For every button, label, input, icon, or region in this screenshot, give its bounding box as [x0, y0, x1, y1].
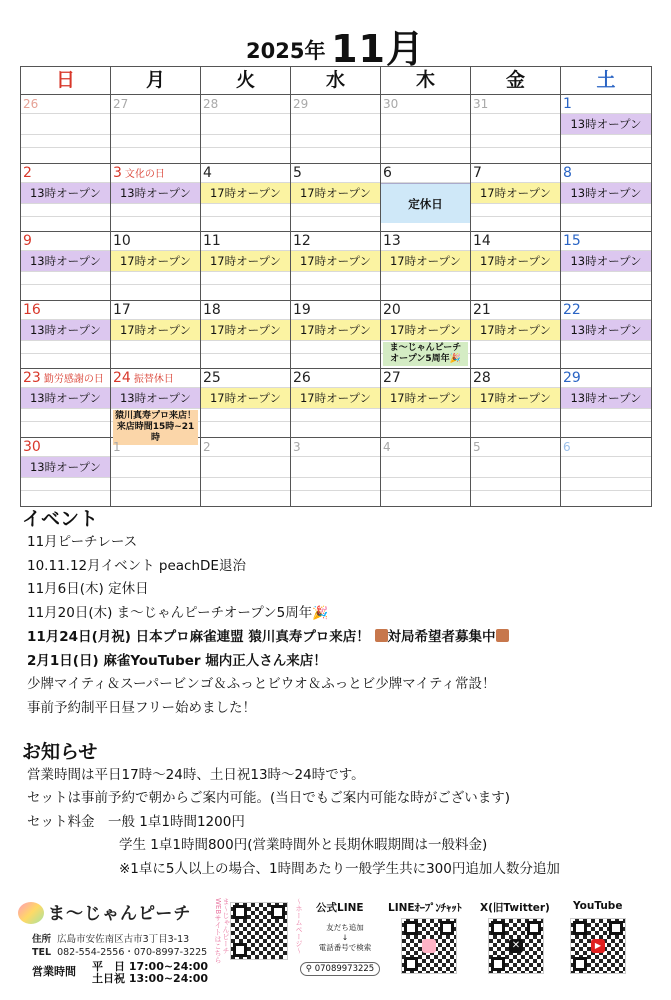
event-text: 11月ピーチレース: [27, 534, 138, 550]
calendar-day[interactable]: [381, 95, 471, 163]
calendar-week: [21, 301, 651, 370]
day-number-value: 19: [293, 301, 311, 318]
calendar-day[interactable]: [21, 301, 111, 369]
note-line: オープン5周年🎉: [390, 353, 461, 364]
line-add-line: ↓: [341, 933, 349, 942]
day-number-value: 5: [293, 164, 302, 181]
opening-time-label: 13時オープン: [21, 183, 110, 203]
notice-line: セットは事前予約で朝からご案内可能。(当日でもご案内可能な時がございます): [27, 790, 511, 807]
footer: [18, 896, 654, 996]
calendar-day[interactable]: [201, 95, 291, 163]
day-number-value: 29: [293, 97, 309, 111]
calendar-day[interactable]: [561, 95, 651, 163]
calendar-year: 2025年: [246, 39, 326, 63]
event-line: [27, 673, 509, 697]
calendar-day[interactable]: [471, 369, 561, 437]
event-line: [27, 650, 509, 674]
day-number: [293, 371, 311, 386]
hours-label: 営業時間: [32, 965, 76, 978]
day-number-value: 30: [23, 438, 41, 455]
calendar-day[interactable]: [111, 232, 201, 300]
note-line: 来店時間15時~21時: [116, 422, 195, 443]
opening-time-label: 17時オープン: [201, 183, 290, 203]
opening-time-label: 13時オープン: [111, 183, 200, 203]
calendar-day[interactable]: [291, 95, 381, 163]
day-number: [113, 371, 174, 387]
opening-time-label: 17時オープン: [471, 251, 560, 271]
holiday-name: 勤労感謝の日: [43, 374, 104, 385]
calendar-day[interactable]: [561, 438, 651, 507]
event-text: 11月20日(木) ま〜じゃんピーチオープン5周年: [27, 605, 313, 622]
calendar-day[interactable]: [201, 232, 291, 300]
day-number-value: 27: [113, 97, 129, 111]
day-number-value: 9: [23, 233, 32, 249]
line-add-instructions: [308, 923, 382, 953]
day-number: [113, 440, 121, 455]
day-number: [23, 97, 38, 112]
notice-line: 学生 1卓1時間800円(営業時間外と長期休暇期間は一般料金): [119, 837, 488, 854]
day-number: [203, 371, 221, 386]
day-number-value: 11: [203, 233, 221, 249]
day-number: [383, 166, 392, 181]
day-number: [473, 234, 491, 249]
day-number: [293, 166, 302, 181]
opening-time-label: 17時オープン: [111, 320, 200, 340]
calendar-day[interactable]: [21, 95, 111, 163]
x-logo-icon: ✕: [509, 939, 523, 953]
day-number: [23, 166, 32, 181]
day-number: [113, 234, 131, 249]
day-number: [383, 371, 401, 386]
line-openchat-qr-code[interactable]: [401, 918, 457, 974]
day-number: [113, 97, 128, 112]
day-number-value: 29: [563, 370, 581, 386]
day-number: [203, 303, 221, 318]
events-title: イベント: [22, 508, 99, 530]
x-twitter-qr-code[interactable]: [488, 918, 544, 974]
day-number-value: 18: [203, 301, 221, 318]
day-number-value: 28: [473, 370, 491, 386]
day-number-value: 13: [383, 233, 401, 249]
opening-time-label: 13時オープン: [561, 183, 651, 203]
calendar-day[interactable]: [111, 164, 201, 232]
calendar-day[interactable]: [291, 369, 381, 437]
opening-time-label: 17時オープン: [381, 251, 470, 271]
notice-line: 営業時間は平日17時〜24時、土日祝13時〜24時です。: [27, 767, 365, 783]
day-number-value: 6: [563, 439, 571, 454]
website-tag-sub: 〜ホームページ〜: [295, 898, 303, 954]
day-number-value: 3: [293, 439, 301, 454]
holiday-name: 文化の日: [124, 168, 165, 180]
event-text: 少牌マイティ＆スーパービンゴ＆ふっとビウオ＆ふっとビ少牌マイティ常設！: [27, 676, 496, 693]
tel-label: TEL: [32, 947, 52, 958]
hours-weekday: 平 日 17:00~24:00: [92, 960, 209, 973]
day-number: [293, 440, 301, 455]
x-twitter-label: X(旧Twitter): [480, 902, 550, 914]
note-line: 猿川真寿プロ来店！: [114, 411, 196, 421]
calendar-day[interactable]: [291, 164, 381, 232]
opening-time-label: 17時オープン: [381, 320, 470, 340]
day-number-value: 1: [113, 439, 121, 454]
day-number: [23, 440, 41, 455]
event-line: [27, 531, 509, 555]
calendar-day[interactable]: [561, 369, 651, 437]
calendar-week: [21, 164, 651, 233]
day-number-value: 26: [23, 97, 39, 111]
calendar-day[interactable]: [201, 164, 291, 232]
day-number-value: 4: [203, 164, 212, 181]
day-number: [383, 97, 398, 112]
closed-day-label: 定休日: [381, 183, 470, 223]
day-number-value: 5: [473, 439, 481, 454]
opening-time-label: 13時オープン: [561, 251, 651, 271]
calendar-day[interactable]: [471, 301, 561, 369]
youtube-label: YouTube: [573, 900, 623, 912]
opening-time-label: 17時オープン: [111, 251, 200, 271]
day-number-value: 28: [203, 97, 219, 111]
opening-time-label: 17時オープン: [201, 388, 290, 408]
calendar-day[interactable]: [291, 438, 381, 507]
event-text: 10.11.12月イベント peachDE退治: [27, 557, 246, 574]
day-number: [203, 166, 212, 181]
event-line: [27, 626, 509, 650]
line-official-label: 公式LINE: [316, 902, 364, 914]
day-number: [113, 303, 131, 318]
day-number: [113, 166, 165, 182]
weekday-sat: 土: [596, 69, 616, 91]
day-number: [293, 234, 311, 249]
day-number: [563, 97, 572, 112]
line-add-text: [308, 923, 382, 953]
calendar-day[interactable]: [381, 369, 471, 437]
day-number: [563, 234, 581, 249]
search-icon: ⚲: [305, 964, 313, 974]
day-number: [293, 97, 308, 112]
day-number-value: 22: [563, 301, 581, 318]
day-number-value: 30: [383, 97, 399, 111]
holiday-name: 振替休日: [133, 374, 174, 385]
address-label: 住所: [32, 934, 52, 945]
day-number: [293, 303, 311, 318]
opening-time-label: 13時オープン: [561, 388, 651, 408]
telephone: [32, 946, 207, 959]
calendar-week: [21, 232, 651, 301]
day-number: [563, 371, 581, 386]
day-number-value: 7: [473, 164, 482, 181]
notices-list: [27, 764, 560, 881]
calendar-week: [21, 438, 651, 507]
events-list: [27, 531, 509, 721]
calendar-weeks: [21, 95, 651, 506]
day-number-value: 2: [23, 164, 32, 181]
notice-line: ※1卓に5人以上の場合、1時間あたり一般学生共に300円追加人数分追加: [119, 860, 560, 877]
calendar-day[interactable]: [561, 301, 651, 369]
opening-time-label: 13時オープン: [21, 251, 110, 271]
calendar-day[interactable]: [381, 301, 471, 369]
day-number: [383, 234, 401, 249]
event-highlight: 対局希望者募集中: [387, 628, 496, 645]
calendar-day[interactable]: [201, 438, 291, 507]
day-number: [473, 371, 491, 386]
peach-logo-icon: [422, 939, 436, 953]
line-phone-number: 07089973225: [314, 964, 375, 974]
line-add-line: 友だち追加: [326, 923, 364, 932]
day-number-value: 21: [473, 301, 491, 318]
calendar-day[interactable]: [111, 95, 201, 163]
calendar-day[interactable]: [21, 369, 111, 437]
event-text: 11月6日(木) 定休日: [27, 581, 149, 598]
day-number: [23, 371, 104, 387]
opening-time-label: 17時オープン: [471, 320, 560, 340]
calendar-day[interactable]: [291, 232, 381, 300]
note-line: ま〜じゃんピーチ: [389, 342, 462, 353]
calendar-day[interactable]: [471, 164, 561, 232]
day-number-value: 3: [113, 164, 122, 181]
day-number-value: 20: [383, 301, 401, 318]
day-number: [383, 440, 391, 455]
weekday-mon: 月: [111, 67, 201, 94]
calendar-day[interactable]: [471, 95, 561, 163]
day-number: [383, 303, 401, 318]
event-line: [27, 578, 509, 602]
day-number: [563, 166, 572, 181]
calendar-day[interactable]: [471, 232, 561, 300]
day-number: [473, 303, 491, 318]
day-number: [473, 440, 481, 455]
calendar-day[interactable]: [291, 301, 381, 369]
logo-text: ま〜じゃんピーチ: [48, 904, 192, 924]
calendar-week: [21, 369, 651, 443]
hours-weekend: 土日祝 13:00~24:00: [92, 972, 209, 985]
day-special-note: [383, 342, 468, 366]
weekday-tue: 火: [201, 67, 291, 94]
day-number-value: 23: [23, 370, 41, 386]
day-number-value: 27: [383, 370, 401, 386]
website-qr-code[interactable]: [230, 902, 288, 960]
day-number: [23, 303, 41, 318]
day-number-value: 24: [113, 370, 131, 386]
line-openchat-label: LINEｵｰﾌﾟﾝﾁｬｯﾄ: [388, 902, 462, 914]
event-line: [27, 555, 509, 579]
line-add-line: 電話番号で検索: [318, 943, 372, 952]
website-tag: ま〜じゃんピーチ WEBサイトはこちら: [214, 898, 230, 964]
day-number-value: 16: [23, 301, 41, 318]
day-number-value: 6: [383, 164, 392, 181]
calendar-day[interactable]: [561, 164, 651, 232]
event-text: 事前予約制平日昼フリー始めました！: [27, 699, 256, 716]
day-number: [473, 166, 482, 181]
event-line: [27, 697, 509, 721]
day-number-value: 1: [563, 96, 572, 112]
day-number: [23, 234, 32, 249]
weekday-fri: 金: [471, 67, 561, 94]
tel-value: 082-554-2556・070-8997-3225: [57, 947, 208, 958]
peach-logo-icon: [18, 902, 44, 924]
hours-values: [92, 961, 208, 985]
youtube-logo-icon: ▶: [591, 939, 605, 953]
line-phone-search[interactable]: [300, 962, 380, 976]
calendar-title: [0, 18, 671, 73]
day-number-value: 15: [563, 233, 581, 249]
calendar-week: [21, 95, 651, 164]
day-number: [203, 234, 221, 249]
day-number-value: 31: [473, 97, 489, 111]
day-number-value: 8: [563, 164, 572, 181]
calendar-day[interactable]: [21, 232, 111, 300]
weekday-header: [21, 67, 651, 95]
opening-time-label: 13時オープン: [21, 457, 110, 477]
calendar-day[interactable]: [111, 301, 201, 369]
event-text: 11月24日(月祝) 日本プロ麻雀連盟 猿川真寿プロ来店！: [27, 628, 370, 645]
youtube-qr-code[interactable]: [570, 918, 626, 974]
opening-time-label: 13時オープン: [21, 388, 110, 408]
address: [32, 933, 189, 946]
day-number: [203, 440, 211, 455]
opening-time-label: 17時オープン: [471, 183, 560, 203]
calendar-day[interactable]: [561, 232, 651, 300]
weekday-sun: 日: [21, 67, 111, 94]
opening-time-label: 17時オープン: [201, 320, 290, 340]
calendar-day[interactable]: [201, 301, 291, 369]
opening-time-label: 17時オープン: [291, 320, 380, 340]
calendar-day[interactable]: [381, 438, 471, 507]
calendar-grid: [20, 66, 652, 507]
opening-time-label: 17時オープン: [291, 388, 380, 408]
calendar-day[interactable]: [381, 232, 471, 300]
day-number-value: 14: [473, 233, 491, 249]
notice-line: セット料金 一般 1卓1時間1200円: [27, 813, 245, 830]
day-number-value: 10: [113, 233, 131, 249]
day-number-value: 17: [113, 301, 131, 318]
calendar-day[interactable]: [21, 164, 111, 232]
calendar-day[interactable]: [471, 438, 561, 507]
notices-title: お知らせ: [22, 741, 98, 763]
opening-time-label: 17時オープン: [291, 251, 380, 271]
mahjong-tile-icon: [496, 629, 509, 642]
weekday-wed: 水: [291, 67, 381, 94]
calendar-day[interactable]: [111, 369, 201, 443]
day-number-value: 2: [203, 439, 211, 454]
weekday-thu: 木: [381, 67, 471, 94]
day-number-value: 25: [203, 370, 221, 386]
calendar-month: 11月: [331, 27, 425, 71]
day-number-value: 12: [293, 233, 311, 249]
mahjong-tile-icon: [375, 629, 388, 642]
day-number: [563, 440, 571, 455]
opening-time-label: 17時オープン: [201, 251, 290, 271]
calendar-day[interactable]: [111, 438, 201, 507]
opening-time-label: 13時オープン: [111, 388, 200, 408]
calendar-day[interactable]: [381, 164, 471, 232]
day-number: [563, 303, 581, 318]
event-text: 2月1日(日) 麻雀YouTuber 堀内正人さん来店！: [27, 652, 327, 669]
day-number-value: 4: [383, 439, 391, 454]
opening-time-label: 17時オープン: [381, 388, 470, 408]
address-value: 広島市安佐南区古市3丁目3-13: [57, 934, 190, 945]
opening-time-label: 17時オープン: [291, 183, 380, 203]
opening-time-label: 13時オープン: [21, 320, 110, 340]
day-number-value: 26: [293, 370, 311, 386]
party-popper-icon: 🎉: [312, 606, 329, 622]
day-number: [203, 97, 218, 112]
calendar-day[interactable]: [201, 369, 291, 437]
calendar-day[interactable]: [21, 438, 111, 507]
opening-time-label: 17時オープン: [471, 388, 560, 408]
opening-time-label: 13時オープン: [561, 114, 651, 134]
day-number: [473, 97, 488, 112]
opening-time-label: 13時オープン: [561, 320, 651, 340]
event-line: [27, 602, 509, 626]
